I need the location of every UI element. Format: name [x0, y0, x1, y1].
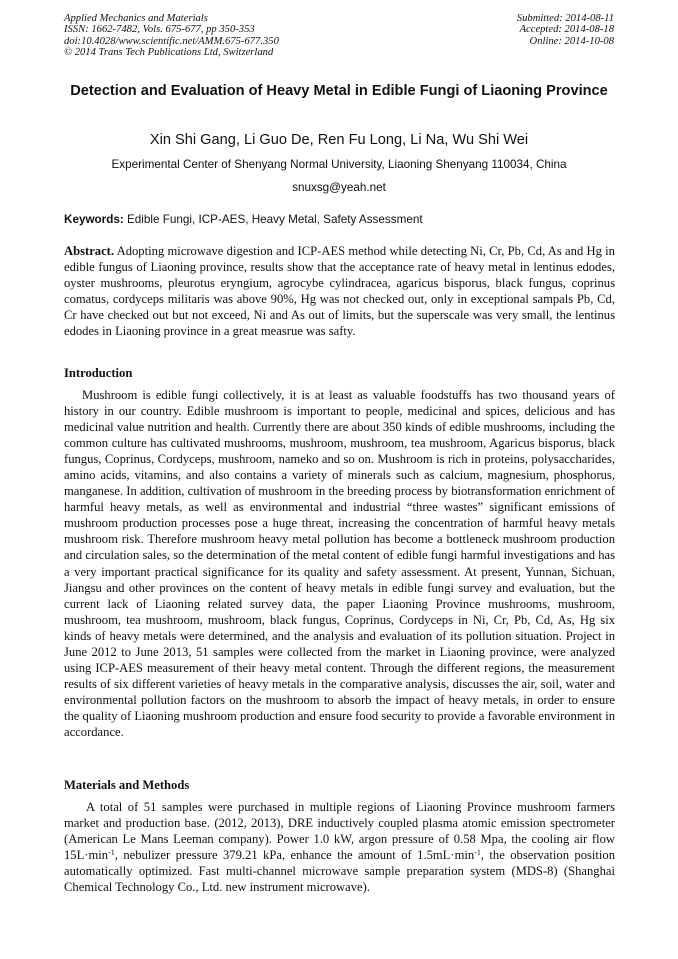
accepted-date: Accepted: 2014-08-18 — [519, 24, 614, 36]
mm-text-3: , the observation position automatically optimized. Fast multi-channel microwave sample preparation system (MDS-8) (Shanghai Chemical Technology Co., Ltd. new instrument microwave). — [64, 848, 616, 895]
journal-info — [64, 13, 279, 59]
submitted-date: Submitted: 2014-08-11 — [516, 13, 614, 24]
mm-sup-2: -1 — [474, 848, 481, 858]
mm-sup-1: -1 — [108, 848, 115, 858]
online-date: Online: 2014-10-08 — [529, 35, 614, 47]
mm-text-1: A total of 51 samples were purchased in multiple regions of Liaoning Province mushroom farmers market and production base. (2012, 2013), DRE inductively coupled plasma atomic emission spectrometer (American Le Mans Leeman company). Power 1.0 kW, argon pressure of 0.58 Mpa, the cooling air flow 15L·min — [64, 800, 615, 863]
abstract-label: Abstract. — [64, 244, 115, 258]
mm-text-2: , nebulizer pressure 379.21 kPa, enhance the amount of 1.5mL·min — [114, 848, 475, 863]
author-list: Xin Shi Gang, Li Guo De, Ren Fu Long, Li Na, Wu Shi Wei — [149, 132, 529, 148]
copyright-line: © 2014 Trans Tech Publications Ltd, Switzerland — [64, 47, 274, 59]
issn-line: ISSN: 1662-7482, Vols. 675-677, pp 350-353 — [64, 24, 255, 36]
introduction-heading: Introduction — [64, 366, 133, 380]
materials-methods-paragraph — [64, 799, 615, 895]
publication-dates — [517, 13, 614, 47]
introduction-paragraph: Mushroom is edible fungi collectively, it is at least as valuable foodstuffs has two thousand years of history in our country. Edible mushroom is important to people, medicinal and spices, delicious and has medicinal value nutrition and health. Currently there are about 350 kinds of edible mushrooms, including the common culture has cultivated mushrooms, mushroom, mushroom, tea mushroom, Agaricus bisporus, black fungus, Coprinus, Cordyceps, mushroom, nameko and so on. Mushroom is rich in proteins, polysaccharides, amino acids, vitamins, and also contains a variety of minerals such as calcium, magnesium, phosphorus, manganese. In addition, cultivation of mushroom in the breeding process by biotransformation enrichment of harmful heavy metals, as well as environmental and industrial “three wastes” significant emissions of mushroom production processes pose a huge threat, increasing the concentration of harmful heavy metals mushroom risk. Therefore mushroom heavy metal pollution has become a bottleneck mushroom production and circulation sales, so the determination of the metal content of edible fungi harmful investigations and has a very important practical significance for its quality and safety assessment. At present, Yunnan, Sichuan, Jiangsu and other provinces on the content of heavy metals in edible fungi survey and evaluation, but the current lack of Liaoning related survey data, the paper Liaoning Province mushrooms, mushroom, mushroom, tea mushroom, mushroom, black fungus, Coprinus, Cordyceps in Ni, Cr, Pb, Cd, As, Hg six kinds of heavy metals were determined, and the analysis and evaluation of its pollution situation. Project in June 2012 to June 2013, 51 samples were collected from the market in Liaoning province, were analyzed using ICP-AES measurement of their heavy metal content. Through the different regions, the measurement results of six different varieties of heavy metals in the comparative analysis, discusses the air, soil, water and environmental pollution factors on the mushroom to absorb the impact of heavy metals, in order to ensure the quality of Liaoning mushroom production and ensure food security to provide a favorable environment in accordance. — [64, 388, 615, 739]
materials-methods-heading: Materials and Methods — [64, 778, 190, 792]
keywords — [64, 213, 624, 227]
journal-name: Applied Mechanics and Materials — [64, 13, 208, 24]
paper-title: Detection and Evaluation of Heavy Metal in Edible Fungi of Liaoning Province — [70, 83, 608, 99]
doi-line: doi:10.4028/www.scientific.net/AMM.675-677.350 — [64, 35, 279, 47]
abstract-text: Adopting microwave digestion and ICP-AES method while detecting Ni, Cr, Pb, Cd, As and Hg in edible fungus of Liaoning province, results show that the acceptance rate of heavy metal in lentinus edodes, oyster mushrooms, pleurotus eryngium, agrocybe cylindracea, agaricus bisporus, black fungus, coprinus comatus, cordyceps militaris was above 90%, Hg was not checked out, only in exceptional sampals Pb, Cd, Cr have checked out but not exceed, Ni and As out of limits, but the superscale was very small, the lentinus edodes in Liaoning province in a great measrue was safty. — [64, 244, 615, 339]
contact-email[interactable]: snuxsg@yeah.net — [292, 181, 386, 194]
affiliation: Experimental Center of Shenyang Normal University, Liaoning Shenyang 110034, China — [111, 158, 567, 171]
keywords-text: Edible Fungi, ICP-AES, Heavy Metal, Safety Assessment — [127, 213, 423, 226]
abstract — [64, 243, 615, 339]
keywords-label: Keywords: — [64, 213, 124, 226]
